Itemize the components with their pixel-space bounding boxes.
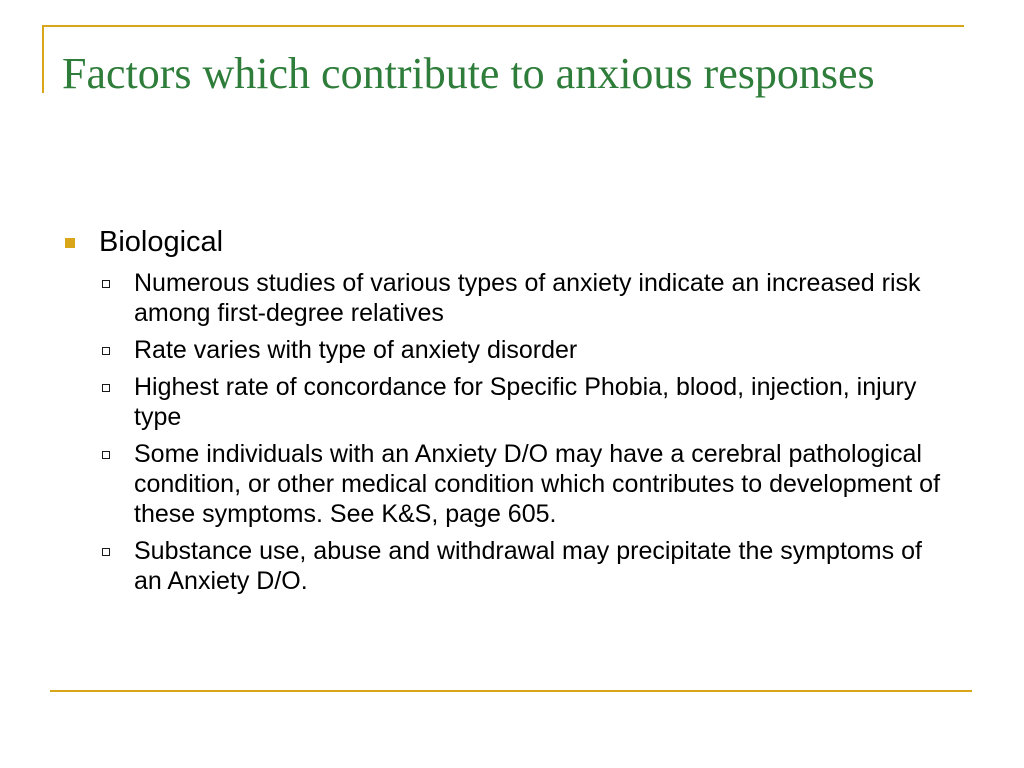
- bottom-rule: [50, 690, 972, 692]
- hollow-square-bullet-icon: [102, 347, 110, 355]
- bullet-body: [99, 222, 223, 262]
- sub-bullet-text: Rate varies with type of anxiety disorder: [134, 336, 578, 364]
- sub-bullet-text: Highest rate of concordance for Specific Phobia, blood, injection, injury type: [134, 373, 917, 431]
- sub-bullet-text: Substance use, abuse and withdrawal may precipitate the symptoms of an Anxiety D/O.: [134, 537, 922, 595]
- sub-bullet-item: [102, 268, 962, 328]
- sub-bullet-item: [102, 372, 962, 432]
- hollow-square-bullet-icon: [102, 384, 110, 392]
- hollow-square-bullet-icon: [102, 548, 110, 556]
- sub-bullet-text: Numerous studies of various types of anxiety indicate an increased risk among first-degree relatives: [134, 269, 921, 327]
- slide-content: [62, 222, 962, 603]
- filled-square-bullet-icon: [65, 238, 75, 248]
- sub-bullet-item: [102, 536, 962, 596]
- left-rule: [42, 25, 44, 93]
- hollow-square-bullet-icon: [102, 451, 110, 459]
- bullet-biological: [62, 222, 962, 262]
- sub-bullet-list: [62, 268, 962, 596]
- slide-title: Factors which contribute to anxious responses: [62, 49, 875, 98]
- sub-bullet-text: Some individuals with an Anxiety D/O may have a cerebral pathological condition, or other medical condition which contributes to development of these symptoms. See K&S, page 605.: [134, 440, 941, 528]
- top-rule: [42, 25, 964, 27]
- sub-bullet-item: [102, 335, 962, 365]
- bullet-label: Biological: [99, 226, 224, 258]
- sub-bullet-item: [102, 439, 962, 529]
- hollow-square-bullet-icon: [102, 280, 110, 288]
